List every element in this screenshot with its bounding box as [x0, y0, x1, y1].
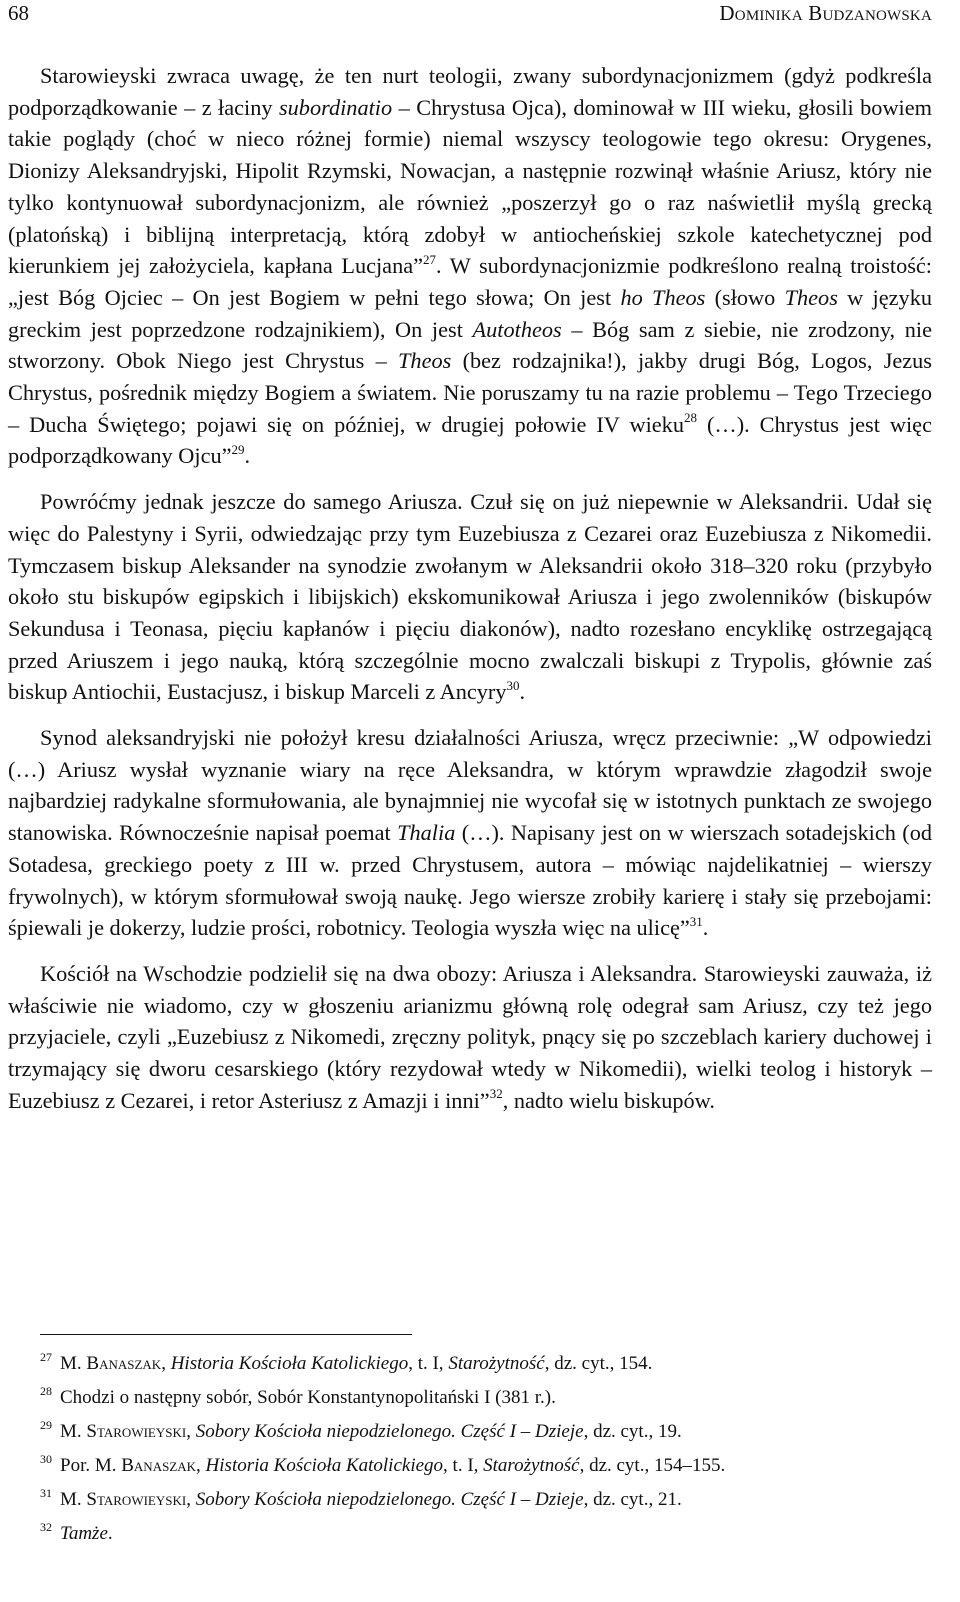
- text-run: , dz. cyt., 19.: [583, 1421, 682, 1442]
- paragraph-4: [8, 958, 932, 1117]
- text-run: , dz. cyt., 154–155.: [579, 1455, 726, 1476]
- text-run: Synod aleksandryjski nie położył kresu działalności Ariusza, wręcz przeciwnie: „W odpowiedzi (…) Ariusz wysłał wyznanie wiary na ręce Aleksandra, w którym wprawdzie złagodził swoje najbardziej radykalne sformułowania, ale bynajmniej nie wycofał się w istotnych punktach ze swojego stanowiska. Równocześnie napisał poemat: [8, 725, 932, 846]
- text-run: (…). Napisany jest on w wierszach sotadejskich (od Sotadesa, greckiego poety z III w. przed Chrystusem, autora – mówiąc najdelikatniej – wierszy frywolnych), w którym sformułował swoją naukę. Jego wiersze zrobiły karierę i stały się przebojami: śpiewali je dokerzy, ludzie prości, robotnicy. Teologia wyszła więc na ulicę”: [8, 820, 933, 941]
- text-run: – Chrystusa Ojca), dominował w III wieku, głosili bowiem takie poglądy (choć w nieco różnej formie) niemal wszyscy teologowie tego okresu: Orygenes, Dionizy Aleksandryjski, Hipolit Rzymski, Nowacjan, a następnie rozwinął właśnie Ariusz, który nie tylko kontynuował subordynacjonizm, ale również „poszerzył go o raz naświetlił myślą grecką (platońską) i biblijną interpretacją, którą zdobył w antiocheńskiej szkole katechetycznej pod kierunkiem jej założyciela, kapłana Lucjana”: [8, 94, 932, 279]
- footnote-ref-29[interactable]: 29: [231, 442, 245, 458]
- text-run: .: [244, 443, 251, 469]
- text-run: .: [519, 679, 526, 705]
- italic-term: Theos: [784, 284, 838, 310]
- footnote-author: Starowieyski: [86, 1489, 187, 1510]
- footnote-32: [40, 1519, 920, 1556]
- footnote-author: Banaszak: [86, 1353, 162, 1374]
- text-run: ,: [161, 1353, 171, 1374]
- footnote-title: Historia Kościoła Katolickiego: [205, 1455, 444, 1476]
- text-run: ,: [196, 1455, 206, 1476]
- paragraph-1: [8, 60, 932, 472]
- body-text: [8, 60, 932, 1131]
- footnote-separator: [40, 1334, 412, 1335]
- footnote-title: Historia Kościoła Katolickiego: [170, 1353, 409, 1374]
- italic-term: ho Theos: [620, 284, 706, 310]
- footnote-ref-30[interactable]: 30: [506, 677, 520, 693]
- text-run: M.: [60, 1489, 87, 1510]
- italic-term: subordinatio: [278, 94, 393, 120]
- paragraph-2: [8, 486, 932, 708]
- footnote-title: Starożytność: [483, 1455, 580, 1476]
- footnote-ref-28[interactable]: 28: [683, 410, 697, 426]
- text-run: Kościół na Wschodzie podzielił się na dwa obozy: Ariusza i Aleksandra. Starowieyski zauważa, iż właściwie nie wiadomo, czy w głoszeniu arianizmu główną rolę odegrał sam Ariusz, czy też jego przyjaciele, czyli „Euzebiusz z Nikomedi, zręczny polityk, pnący się po szczeblach kariery duchowej i trzymający się dworu cesarskiego (który rezydował wtedy w Nikomedii), wielki teolog i historyk – Euzebiusz z Cezarei, i retor Asteriusz z Amazji i inni”: [8, 960, 932, 1113]
- footnote-title: Sobory Kościoła niepodzielonego. Część I – Dzieje: [195, 1489, 584, 1510]
- text-run: Por. M.: [60, 1455, 122, 1476]
- text-run: – Bóg sam z siebie, nie zrodzony, nie stworzony. Obok Niego jest Chrystus –: [8, 316, 933, 374]
- page-number: 68: [8, 1, 29, 25]
- footnote-number: 28: [40, 1383, 52, 1398]
- footnote-number: 29: [40, 1417, 52, 1432]
- text-run: .: [107, 1523, 113, 1544]
- footnote-number: 32: [40, 1519, 52, 1534]
- text-run: M.: [60, 1353, 87, 1374]
- footnote-author: Banaszak: [121, 1455, 197, 1476]
- footnote-30: [40, 1451, 920, 1488]
- footnote-ref-31[interactable]: 31: [689, 913, 703, 929]
- running-head-author: Dominika Budzanowska: [719, 1, 932, 25]
- text-run: , nadto wielu biskupów.: [502, 1087, 715, 1113]
- text-run: Starowieyski zwraca uwagę, że ten nurt teologii, zwany subordynacjonizmem (gdyż podkreśla podporządkowanie – z łaciny: [8, 63, 932, 120]
- text-run: (słowo: [705, 284, 785, 310]
- footnote-29: [40, 1417, 920, 1454]
- italic-term: Theos: [398, 348, 452, 374]
- text-run: (bez rodzajnika!), jakby drugi Bóg, Logos, Jezus Chrystus, pośrednik między Bogiem a światem. Nie poruszamy tu na razie problemu – Tego Trzeciego – Ducha Świętego; pojawi się on później, w drugiej połowie IV wieku: [8, 348, 932, 437]
- footnote-title: Sobory Kościoła niepodzielonego. Część I – Dzieje: [195, 1421, 584, 1442]
- italic-term: Thalia: [397, 820, 456, 846]
- footnote-author: Starowieyski: [86, 1421, 187, 1442]
- footnote-number: 27: [40, 1349, 52, 1364]
- text-run: Chodzi o następny sobór, Sobór Konstantynopolitański I (381 r.).: [60, 1387, 556, 1408]
- paragraph-3: [8, 722, 932, 944]
- text-run: w języku greckim jest poprzedzone rodzajnikiem), On jest: [8, 284, 932, 342]
- text-run: , t. I,: [408, 1353, 449, 1374]
- footnote-number: 31: [40, 1485, 52, 1500]
- text-run: , dz. cyt., 154.: [544, 1353, 653, 1374]
- page-header: [8, 0, 932, 30]
- text-run: . W subordynacjonizmie podkreślono realną troistość: „jest Bóg Ojciec – On jest Bogiem w pełni tego słowa; On jest: [8, 253, 932, 310]
- text-run: Powróćmy jednak jeszcze do samego Ariusza. Czuł się on już niepewnie w Aleksandrii. Udał się więc do Palestyny i Syrii, odwiedzając przy tym Euzebiusza z Cezarei oraz Euzebiusza z Nikomedii. Tymczasem biskup Aleksander na synodzie zwołanym w Aleksandrii około 318–320 roku (przybyło około stu biskupów egipskich i libijskich) ekskomunikował Ariusza i jego zwolenników (biskupów Sekundusa i Teonasa, pięciu kapłanów i pięciu diakonów), nadto rozesłano encyklikę ostrzegającą przed Ariuszem i jego nauką, którą szczególnie mocno zwalczali biskupi z Trypolis, głównie zaś biskup Antiochii, Eustacjusz, i biskup Marceli z Ancyry: [8, 489, 932, 705]
- footnote-ref-32[interactable]: 32: [489, 1086, 503, 1102]
- footnote-title: Tamże: [60, 1523, 108, 1544]
- footnote-28: [40, 1383, 920, 1420]
- footnote-31: [40, 1485, 920, 1522]
- footnote-27: [40, 1349, 920, 1386]
- footnote-ref-27[interactable]: 27: [423, 251, 437, 267]
- footnote-number: 30: [40, 1451, 52, 1466]
- text-run: , dz. cyt., 21.: [583, 1489, 682, 1510]
- text-run: , t. I,: [443, 1455, 484, 1476]
- text-run: M.: [60, 1421, 87, 1442]
- text-run: (…). Chrystus jest więc podporządkowany Ojcu”: [8, 411, 932, 469]
- italic-term: Autotheos: [472, 316, 562, 342]
- footnote-title: Starożytność: [448, 1353, 545, 1374]
- footnotes: [40, 1349, 920, 1556]
- text-run: ,: [186, 1489, 196, 1510]
- text-run: ,: [186, 1421, 196, 1442]
- text-run: .: [702, 915, 709, 941]
